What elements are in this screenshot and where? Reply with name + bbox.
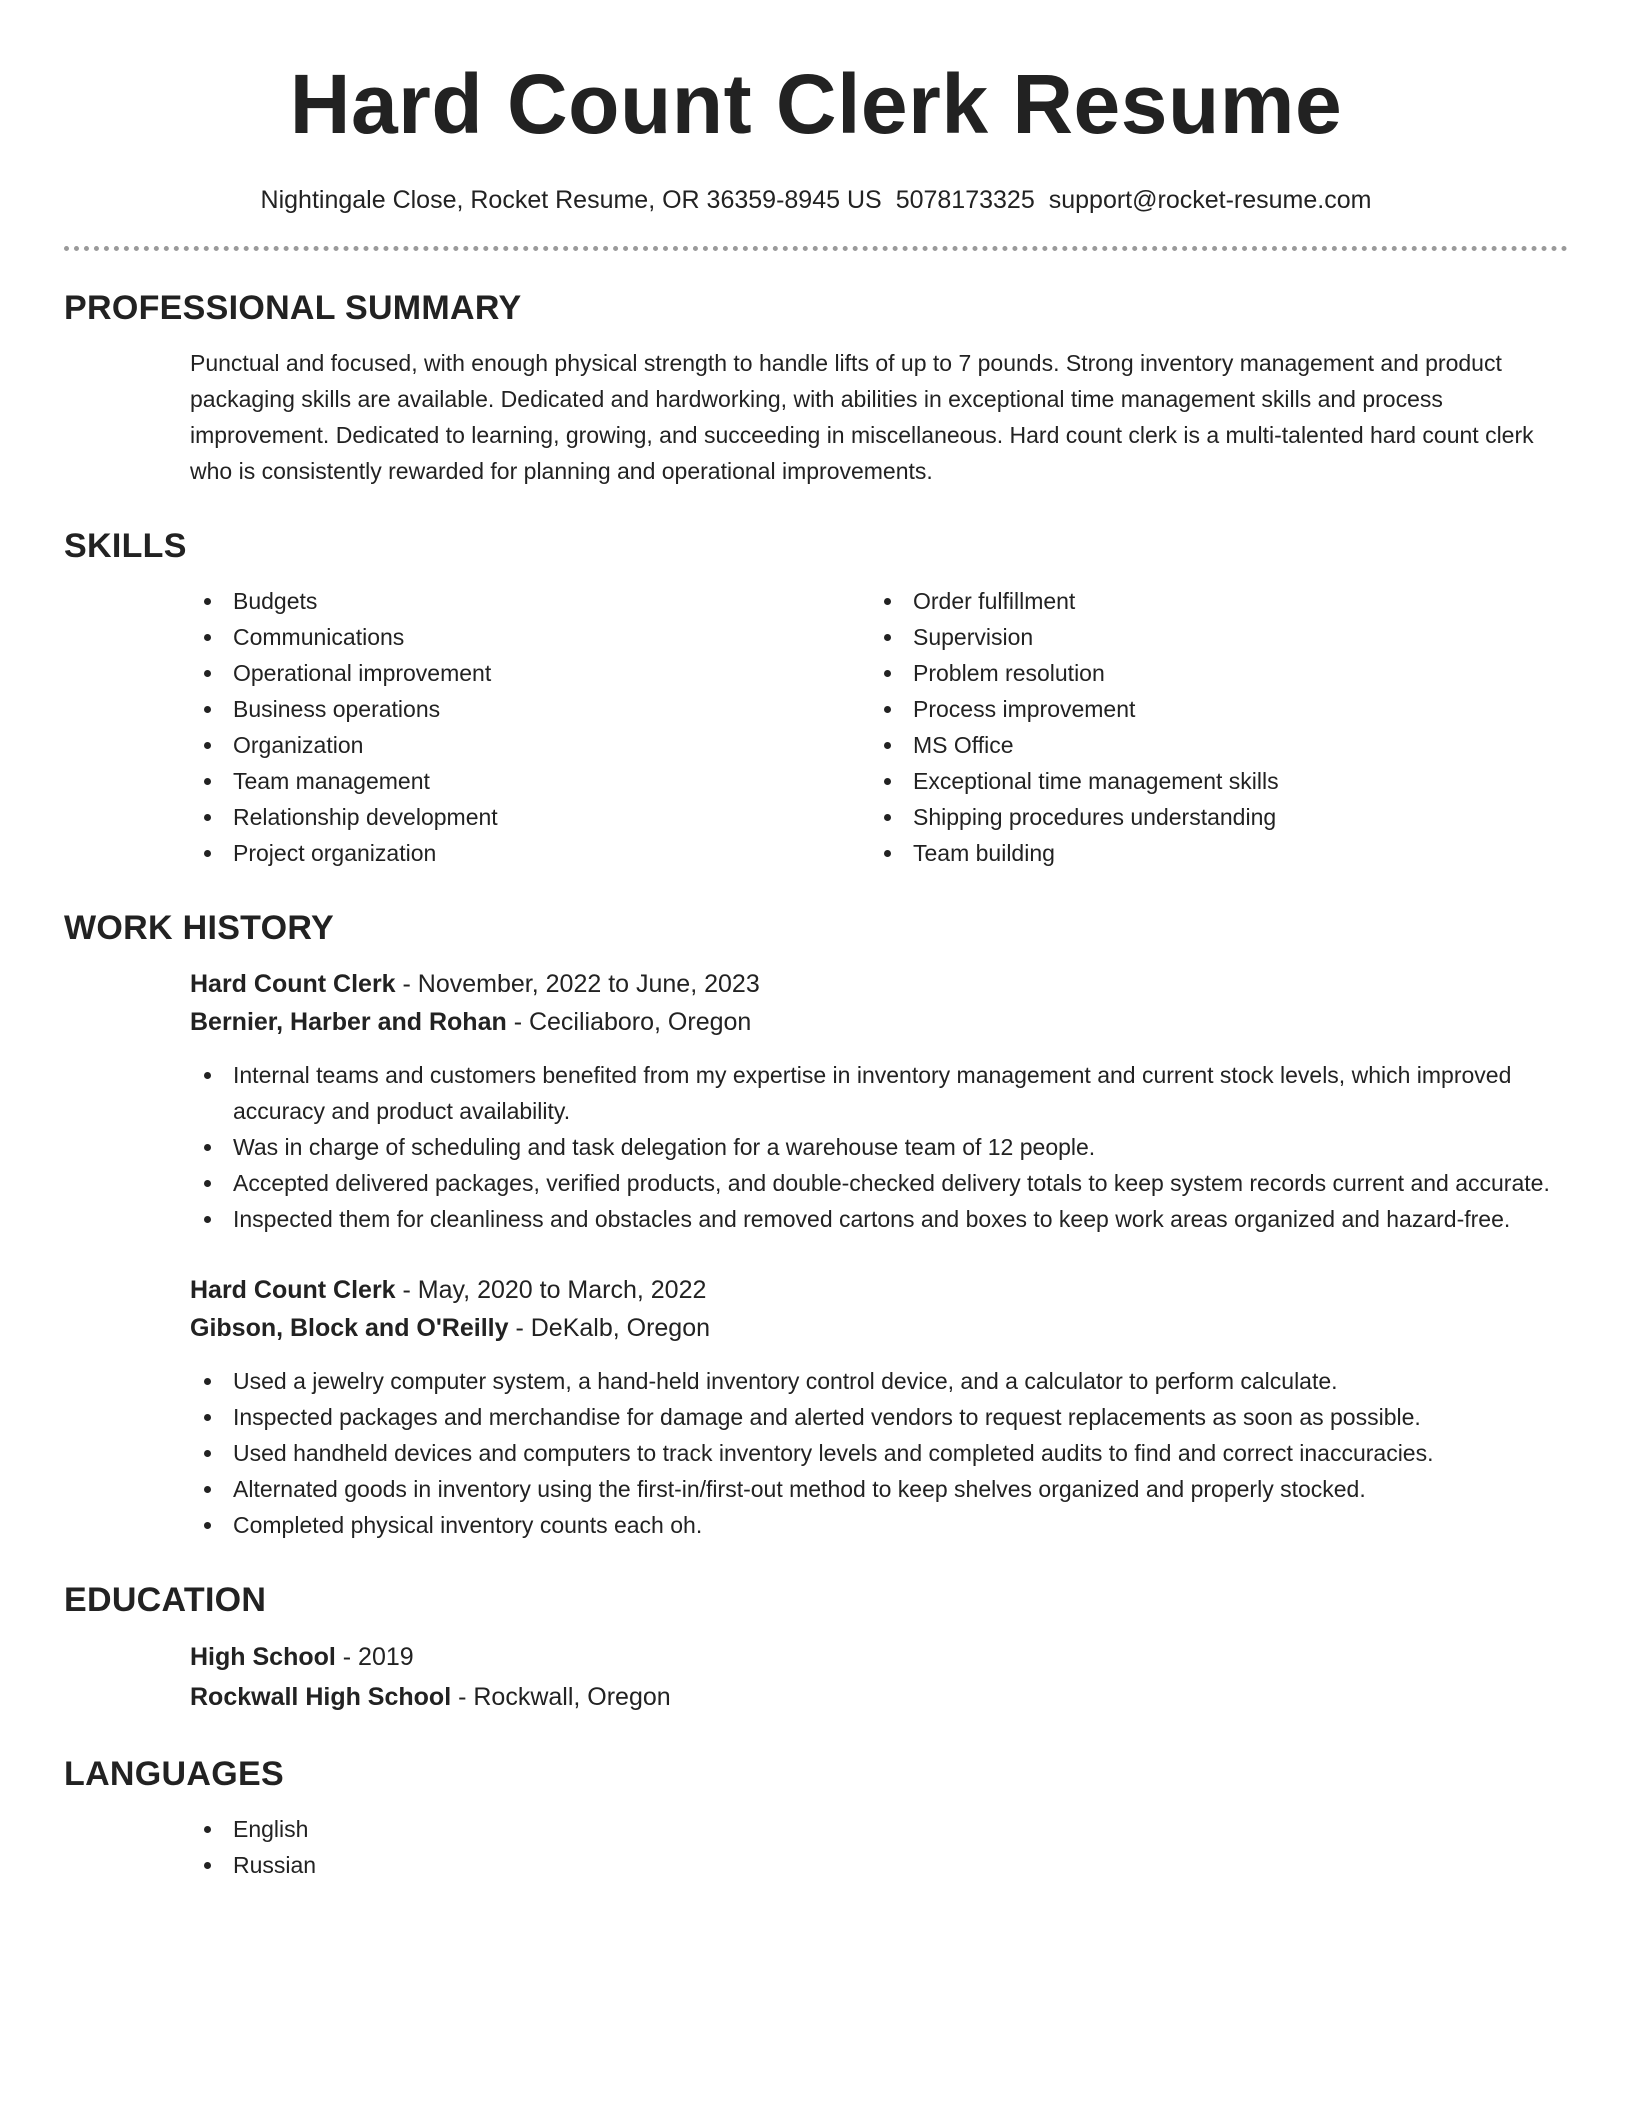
contact-info [64,178,1568,222]
skill-item: Team management [190,763,870,799]
contact-address: Nightingale Close, Rocket Resume, OR 36359-8945 US [260,186,882,214]
contact-email: support@rocket-resume.com [1048,186,1372,214]
job-duty: Alternated goods in inventory using the first-in/first-out method to keep shelves organized and properly stocked. [190,1471,1568,1507]
job-company-line [190,1003,1568,1041]
language-item: Russian [190,1847,1568,1883]
job-dates: - November, 2022 to June, 2023 [395,970,760,998]
skills-section [64,523,1568,871]
job-location: - Ceciliaboro, Oregon [506,1008,752,1036]
job-duty: Internal teams and customers benefited from my expertise in inventory management and current stock levels, which improved accuracy and product availability. [190,1057,1568,1129]
summary-heading: PROFESSIONAL SUMMARY [64,289,522,327]
work-history-section [64,905,1568,1543]
job-title: Hard Count Clerk [190,1276,396,1304]
job-duty: Used a jewelry computer system, a hand-held inventory control device, and a calculator to perform calculate. [190,1363,1568,1399]
skills-heading: SKILLS [64,527,187,565]
skill-item: Exceptional time management skills [870,763,1550,799]
job-title: Hard Count Clerk [190,970,396,998]
job-duties [190,1363,1568,1543]
skill-item: Relationship development [190,799,870,835]
job-company-line [190,1309,1568,1347]
job-entry [190,965,1568,1237]
job-company: Bernier, Harber and Rohan [190,1008,507,1036]
job-title-line [190,965,1568,1003]
job-entry [190,1271,1568,1543]
header-divider [64,246,1568,251]
skill-item: Organization [190,727,870,763]
job-location: - DeKalb, Oregon [508,1314,711,1342]
skill-item: MS Office [870,727,1550,763]
resume-page [64,0,1568,1883]
job-duty: Completed physical inventory counts each oh. [190,1507,1568,1543]
contact-phone: 5078173325 [895,186,1035,214]
skills-columns [190,583,1568,871]
skill-item: Operational improvement [190,655,870,691]
skill-item: Supervision [870,619,1550,655]
job-duty: Inspected them for cleanliness and obstacles and removed cartons and boxes to keep work areas organized and hazard-free. [190,1201,1568,1237]
languages-section [64,1751,1568,1883]
skill-item: Team building [870,835,1550,871]
skills-column-left [190,583,870,871]
resume-title: Hard Count Clerk Resume [289,57,1343,151]
skill-item: Communications [190,619,870,655]
job-duties [190,1057,1568,1237]
education-degree-line [190,1637,1568,1677]
education-year: - 2019 [335,1643,414,1671]
education-school-line [190,1677,1568,1717]
skill-item: Shipping procedures understanding [870,799,1550,835]
education-location: - Rockwall, Oregon [451,1683,671,1711]
skill-item: Process improvement [870,691,1550,727]
summary-section [64,285,1568,489]
job-dates: - May, 2020 to March, 2022 [395,1276,707,1304]
skill-item: Business operations [190,691,870,727]
skill-item: Order fulfillment [870,583,1550,619]
language-item: English [190,1811,1568,1847]
job-duty: Inspected packages and merchandise for damage and alerted vendors to request replacements as soon as possible. [190,1399,1568,1435]
education-entry [190,1637,1568,1717]
languages-heading: LANGUAGES [64,1755,284,1793]
skill-item: Project organization [190,835,870,871]
job-duty: Used handheld devices and computers to track inventory levels and completed audits to find and correct inaccuracies. [190,1435,1568,1471]
job-duty: Was in charge of scheduling and task delegation for a warehouse team of 12 people. [190,1129,1568,1165]
languages-list [190,1811,1568,1883]
job-title-line [190,1271,1568,1309]
education-school: Rockwall High School [190,1683,452,1711]
skill-item: Problem resolution [870,655,1550,691]
education-degree: High School [190,1643,336,1671]
skills-column-right [870,583,1550,871]
work-history-heading: WORK HISTORY [64,909,334,947]
education-heading: EDUCATION [64,1581,267,1619]
job-company: Gibson, Block and O'Reilly [190,1314,509,1342]
summary-text: Punctual and focused, with enough physical strength to handle lifts of up to 7 pounds. Strong inventory management and product packaging skills are available. Dedicated and hardworking, with abilities in exceptional time management skills and process improvement. Dedicated to learning, growing, and succeeding in miscellaneous. Hard count clerk is a multi-talented hard count clerk who is consistently rewarded for planning and operational improvements. [190,350,1534,484]
skill-item: Budgets [190,583,870,619]
job-duty: Accepted delivered packages, verified products, and double-checked delivery totals to keep system records current and accurate. [190,1165,1568,1201]
education-section [64,1577,1568,1717]
